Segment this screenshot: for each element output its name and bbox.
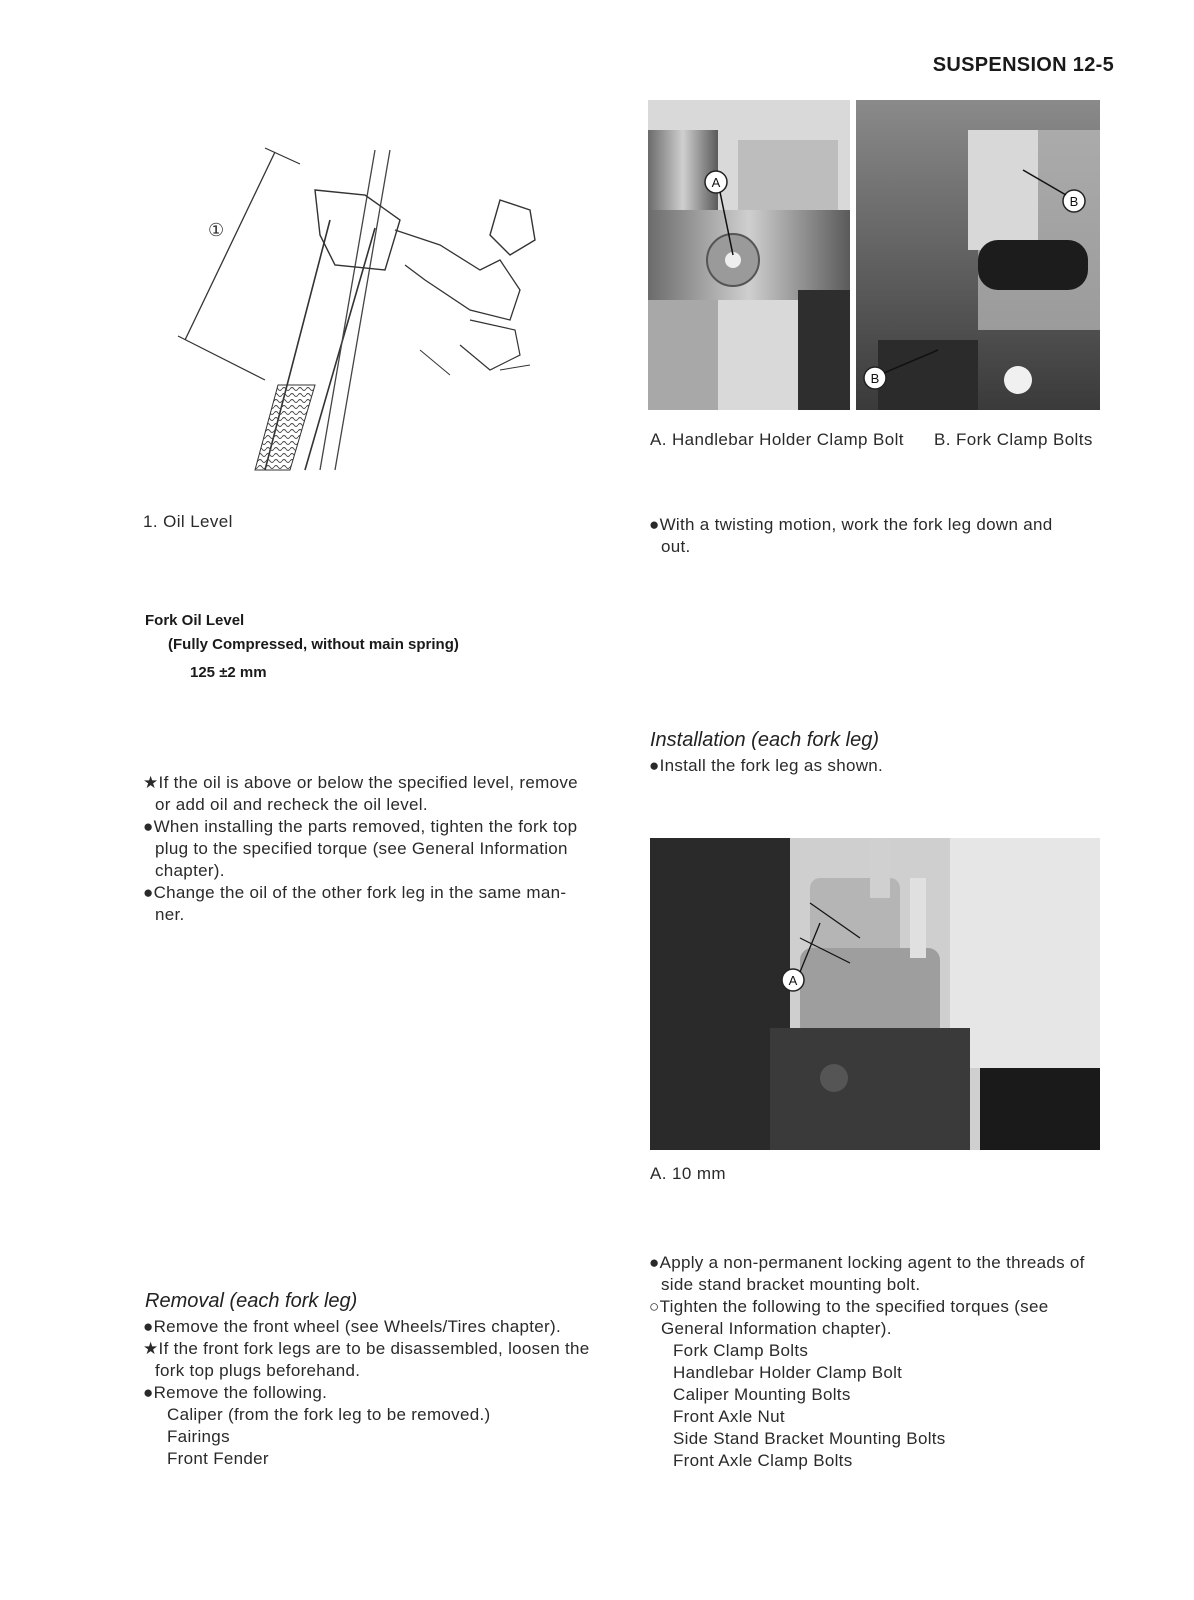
fork-oil-level-diagram xyxy=(170,140,550,480)
callout-1: ① xyxy=(208,220,225,241)
photo1-caption-b: B. Fork Clamp Bolts xyxy=(934,430,1093,449)
left-figure-caption: 1. Oil Level xyxy=(143,512,233,531)
spec-value: 125 ±2 mm xyxy=(190,664,267,681)
left-bullet-line: ●Change the oil of the other fork leg in the same man- xyxy=(143,883,567,902)
photo-fork-installation xyxy=(650,838,1100,1150)
torque-item: Handlebar Holder Clamp Bolt xyxy=(673,1363,903,1382)
left-bullet-line: ●When installing the parts removed, tighten the fork top xyxy=(143,817,578,836)
left-bullet-line: chapter). xyxy=(155,861,225,880)
photo1-label-a: A xyxy=(711,175,721,190)
twist-instruction xyxy=(649,514,1109,558)
spec-condition: (Fully Compressed, without main spring) xyxy=(168,636,459,653)
left-bullet-line: ★If the oil is above or below the specified level, remove xyxy=(143,773,578,792)
removal-line: ●Remove the front wheel (see Wheels/Tires chapter). xyxy=(143,1317,561,1336)
photo2-label-a: A xyxy=(788,973,798,988)
spec-title: Fork Oil Level xyxy=(145,612,245,629)
apply-line: side stand bracket mounting bolt. xyxy=(661,1275,921,1294)
left-bullet-line: plug to the specified torque (see General Information xyxy=(155,839,568,858)
removal-steps xyxy=(143,1316,613,1470)
torque-item: Front Axle Nut xyxy=(673,1407,785,1426)
left-bullet-line: ner. xyxy=(155,905,185,924)
removal-item: Front Fender xyxy=(167,1449,269,1468)
torque-item: Fork Clamp Bolts xyxy=(673,1341,809,1360)
apply-line: General Information chapter). xyxy=(661,1319,892,1338)
photo1-label-b-top: B xyxy=(1069,194,1079,209)
installation-heading: Installation (each fork leg) xyxy=(650,729,880,751)
left-bullet-line: or add oil and recheck the oil level. xyxy=(155,795,428,814)
torque-item: Caliper Mounting Bolts xyxy=(673,1385,851,1404)
removal-item: Fairings xyxy=(167,1427,230,1446)
removal-line: ●Remove the following. xyxy=(143,1383,328,1402)
twist-line: out. xyxy=(661,537,691,556)
photo1-caption-a: A. Handlebar Holder Clamp Bolt xyxy=(650,430,904,449)
photo-handlebar-fork-clamps xyxy=(648,100,1100,410)
page-header: SUSPENSION 12-5 xyxy=(932,54,1114,76)
torque-item: Front Axle Clamp Bolts xyxy=(673,1451,853,1470)
removal-line: fork top plugs beforehand. xyxy=(155,1361,361,1380)
left-bullets xyxy=(143,772,603,926)
torque-item: Side Stand Bracket Mounting Bolts xyxy=(673,1429,946,1448)
removal-item: Caliper (from the fork leg to be removed.) xyxy=(167,1405,491,1424)
apply-line: ○Tighten the following to the specified torques (see xyxy=(649,1297,1049,1316)
apply-instructions xyxy=(649,1252,1119,1472)
apply-line: ●Apply a non-permanent locking agent to the threads of xyxy=(649,1253,1085,1272)
removal-line: ★If the front fork legs are to be disassembled, loosen the xyxy=(143,1339,590,1358)
photo1-label-b-bottom: B xyxy=(870,371,880,386)
installation-line: ●Install the fork leg as shown. xyxy=(649,756,884,775)
photo2-caption: A. 10 mm xyxy=(650,1164,726,1183)
twist-line: ●With a twisting motion, work the fork leg down and xyxy=(649,515,1053,534)
removal-heading: Removal (each fork leg) xyxy=(145,1290,358,1312)
